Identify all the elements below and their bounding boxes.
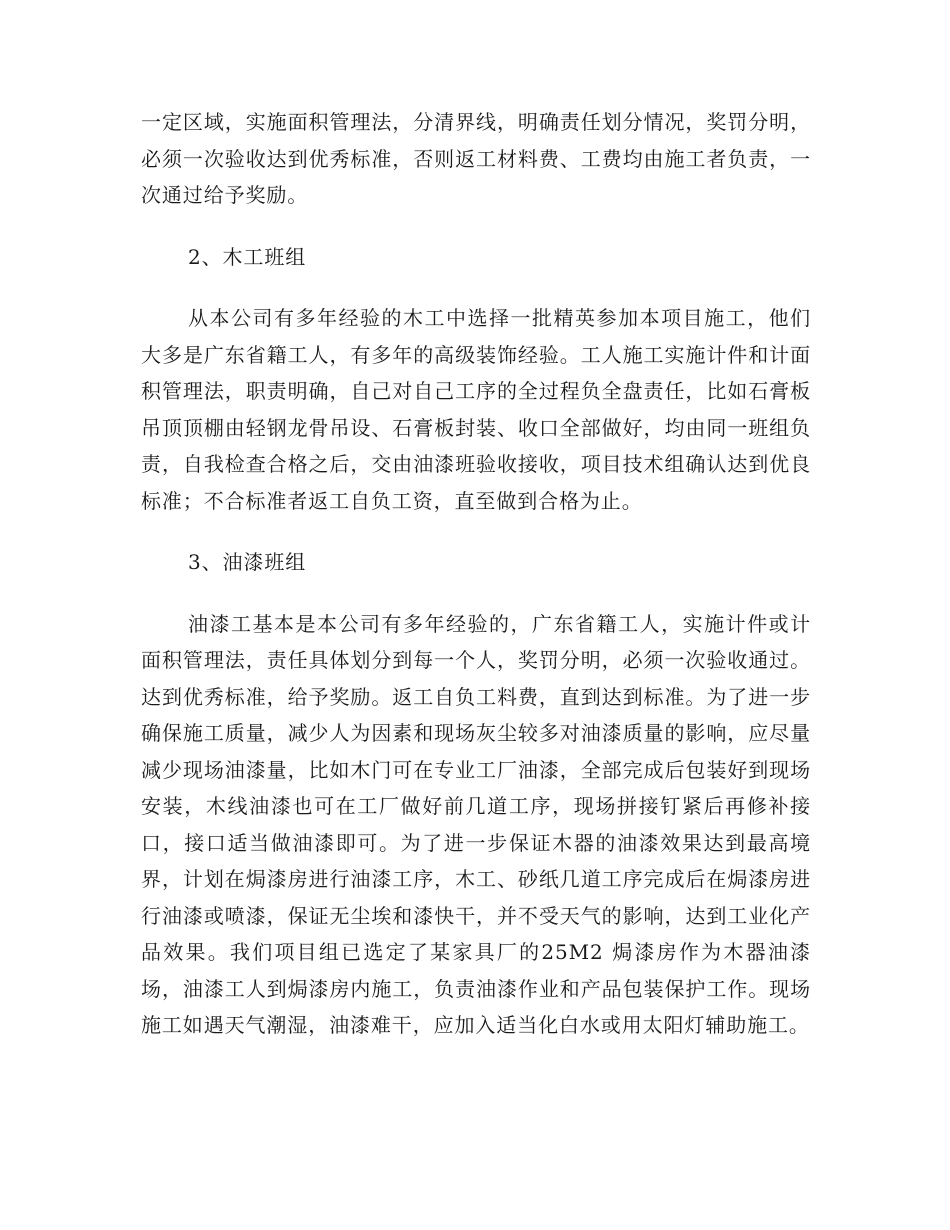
paragraph-quality-continued: 一定区域，实施面积管理法，分清界线，明确责任划分情况，奖罚分明，必须一次验收达到优秀标准，否则返工材料费、工费均由施工者负责，一次通过给予奖励。	[141, 110, 811, 207]
document-body	[141, 104, 811, 1044]
section-heading-carpentry-team: 2、木工班组	[188, 244, 307, 269]
section-heading-painting-team: 3、油漆班组	[188, 550, 307, 574]
paragraph-painting-team: 油漆工基本是本公司有多年经验的，广东省籍工人，实施计件或计面积管理法，责任具体划分到每一个人，奖罚分明，必须一次验收通过。达到优秀标准，给予奖励。返工自负工料费，直到达到标准。为了进一步确保施工质量，减少人为因素和现场灰尘较多对油漆质量的影响，应尽量减少现场油漆量，比如木门可在专业工厂油漆，全部完成后包装好到现场安装，木线油漆也可在工厂做好前几道工序，现场拼接钉紧后再修补接口，接口适当做油漆即可。为了进一步保证木器的油漆效果达到最高境界，计划在焗漆房进行油漆工序，木工、砂纸几道工序完成后在焗漆房进行油漆或喷漆，保证无尘埃和漆快干，并不受天气的影响，达到工业化产品效果。我们项目组已选定了某家具厂的25M2 焗漆房作为木器油漆场，油漆工人到焗漆房内施工，负责油漆作业和产品包装保护工作。现场施工如遇天气潮湿，油漆难干，应加入适当化白水或用太阳灯辅助施工。	[141, 611, 811, 1037]
paragraph-carpentry-team: 从本公司有多年经验的木工中选择一批精英参加本项目施工，他们大多是广东省籍工人，有多年的高级装饰经验。工人施工实施计件和计面积管理法，职责明确，自己对自己工序的全过程负全盘责任，比如石膏板吊顶顶棚由轻钢龙骨吊设、石膏板封装、收口全部做好，均由同一班组负责，自我检查合格之后，交由油漆班验收接收，项目技术组确认达到优良标准；不合标准者返工自负工资，直至做到合格为止。	[141, 306, 811, 513]
